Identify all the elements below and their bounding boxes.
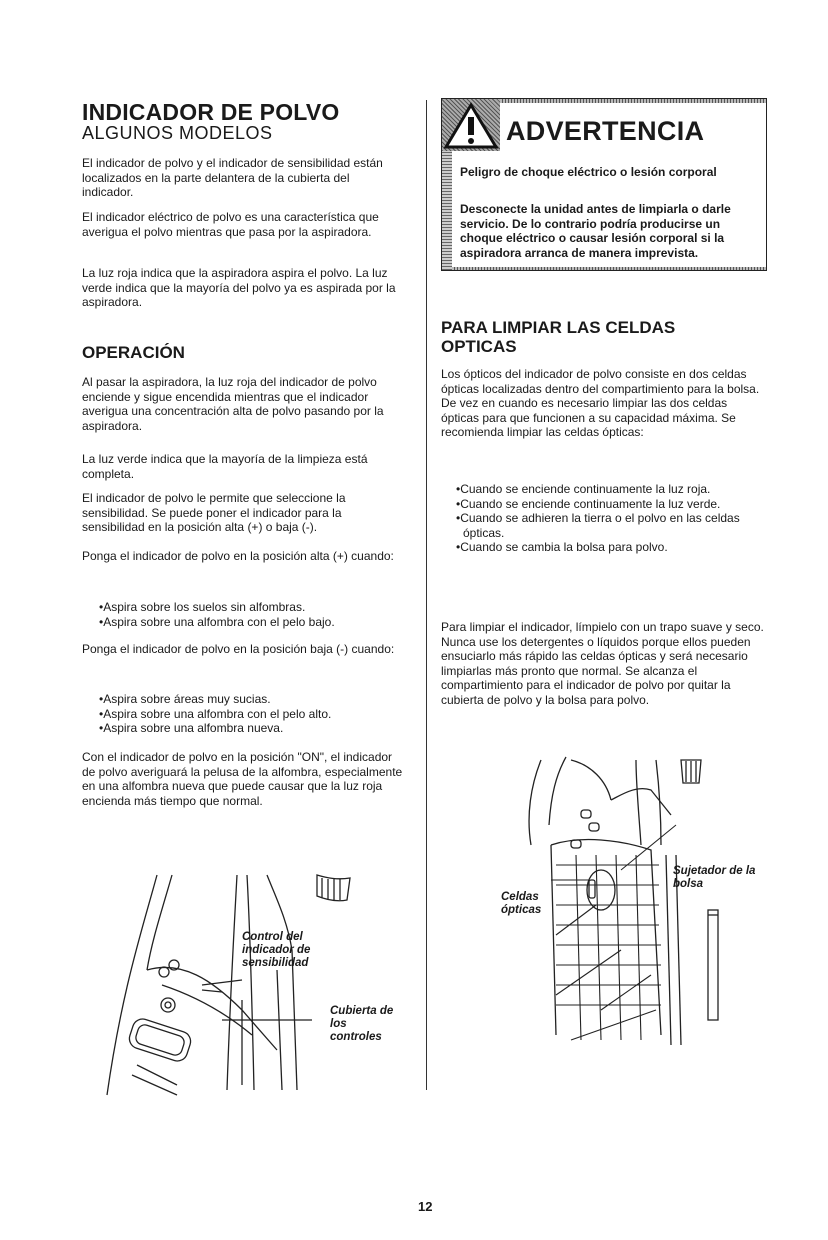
fig-label-celdas: Celdas ópticas — [501, 891, 542, 916]
fig-label-control: Control del indicador de sensibilidad — [242, 931, 311, 969]
warning-line-1: Peligro de choque eléctrico o lesión corporal — [460, 165, 717, 179]
list-item: •Cuando se enciende continuamente la luz roja. — [456, 482, 711, 496]
paragraph: Para limpiar el indicador, límpielo con un trapo suave y seco. Nunca use los detergentes o líquidos porque ellos pueden ensuciarlo más rápido las celdas ópticas y será necesario limpiarlas más pronto que normal. Se alcanza el compartimiento para el indicador de polvo por quitar la cubierta de polvo y la bolsa para polvo. — [441, 620, 764, 707]
paragraph: Al pasar la aspiradora, la luz roja del indicador de polvo enciende y sigue encendida mientras que el indicador averigua una concentración alta de polvo pasando por la aspiradora. — [82, 375, 384, 433]
fig-label-cubierta: Cubierta de los controles — [330, 1005, 394, 1043]
warning-title: ADVERTENCIA — [506, 116, 705, 146]
list-item: •Aspira sobre los suelos sin alfombras. — [99, 600, 306, 614]
paragraph: El indicador de polvo le permite que seleccione la sensibilidad. Se puede poner el indicador para la sensibilidad en la posición alta (+) o baja (-). — [82, 491, 346, 534]
list-item: •Aspira sobre una alfombra con el pelo alto. — [99, 706, 332, 721]
warning-box — [441, 98, 767, 271]
page-number: 12 — [418, 1199, 433, 1214]
heading-celdas: PARA LIMPIAR LAS CELDAS OPTICAS — [441, 318, 676, 356]
bullet-list-alta — [94, 600, 335, 629]
bullet-list-baja — [94, 692, 331, 736]
bullet-list-celdas — [451, 482, 766, 555]
paragraph: Ponga el indicador de polvo en la posición alta (+) cuando: — [82, 549, 394, 563]
warning-border-bottom — [442, 267, 766, 270]
paragraph: Ponga el indicador de polvo en la posición baja (-) cuando: — [82, 642, 395, 656]
paragraph: Con el indicador de polvo en la posición "ON", el indicador de polvo averiguará la pelusa de la alfombra, especialmente en una alfombra nueva que puede causar que la luz roja encienda más tiempo que normal. — [82, 750, 403, 808]
list-item: •Cuando se cambia la bolsa para polvo. — [456, 540, 668, 554]
paragraph: Los ópticos del indicador de polvo consiste en dos celdas ópticas localizadas dentro del compartimiento para la bolsa. De vez en cuando es necesario limpiar las dos celdas ópticas para que funcionen a su capacidad máxima. Se recomienda limpiar las celdas ópticas: — [441, 367, 760, 439]
paragraph: La luz verde indica que la mayoría de la limpieza está completa. — [82, 452, 368, 481]
paragraph: La luz roja indica que la aspiradora aspira el polvo. La luz verde indica que la mayoría del polvo ya es aspirada por la aspiradora. — [82, 266, 396, 309]
sensitivity-control-illustration — [102, 870, 402, 1100]
heading-operacion: OPERACIÓN — [82, 343, 185, 362]
paragraph: El indicador de polvo y el indicador de sensibilidad están localizados en la parte delantera de la cubierta del indicador. — [82, 156, 383, 199]
warning-line-2: Desconecte la unidad antes de limpiarla o darle servicio. De lo contrario podría producirse un choque eléctrico o causar lesión corporal si la aspiradora arranca de manera imprevista. — [460, 202, 731, 260]
list-item: •Cuando se adhieren la tierra o el polvo en las celdas ópticas. — [456, 511, 740, 540]
column-divider — [426, 100, 427, 1090]
list-item: •Cuando se enciende continuamente la luz verde. — [456, 496, 721, 511]
paragraph: El indicador eléctrico de polvo es una característica que averigua el polvo mientras que pasa por la aspiradora. — [82, 210, 379, 239]
list-item: •Aspira sobre áreas muy sucias. — [99, 692, 271, 706]
list-item: •Aspira sobre una alfombra nueva. — [99, 721, 284, 735]
section-subtitle: ALGUNOS MODELOS — [82, 123, 273, 143]
warning-triangle-icon — [442, 99, 500, 151]
fig-label-sujetador: Sujetador de la bolsa — [673, 865, 756, 890]
section-title: INDICADOR DE POLVO — [82, 99, 340, 125]
list-item: •Aspira sobre una alfombra con el pelo bajo. — [99, 614, 335, 629]
warning-icon-bg — [442, 99, 500, 151]
